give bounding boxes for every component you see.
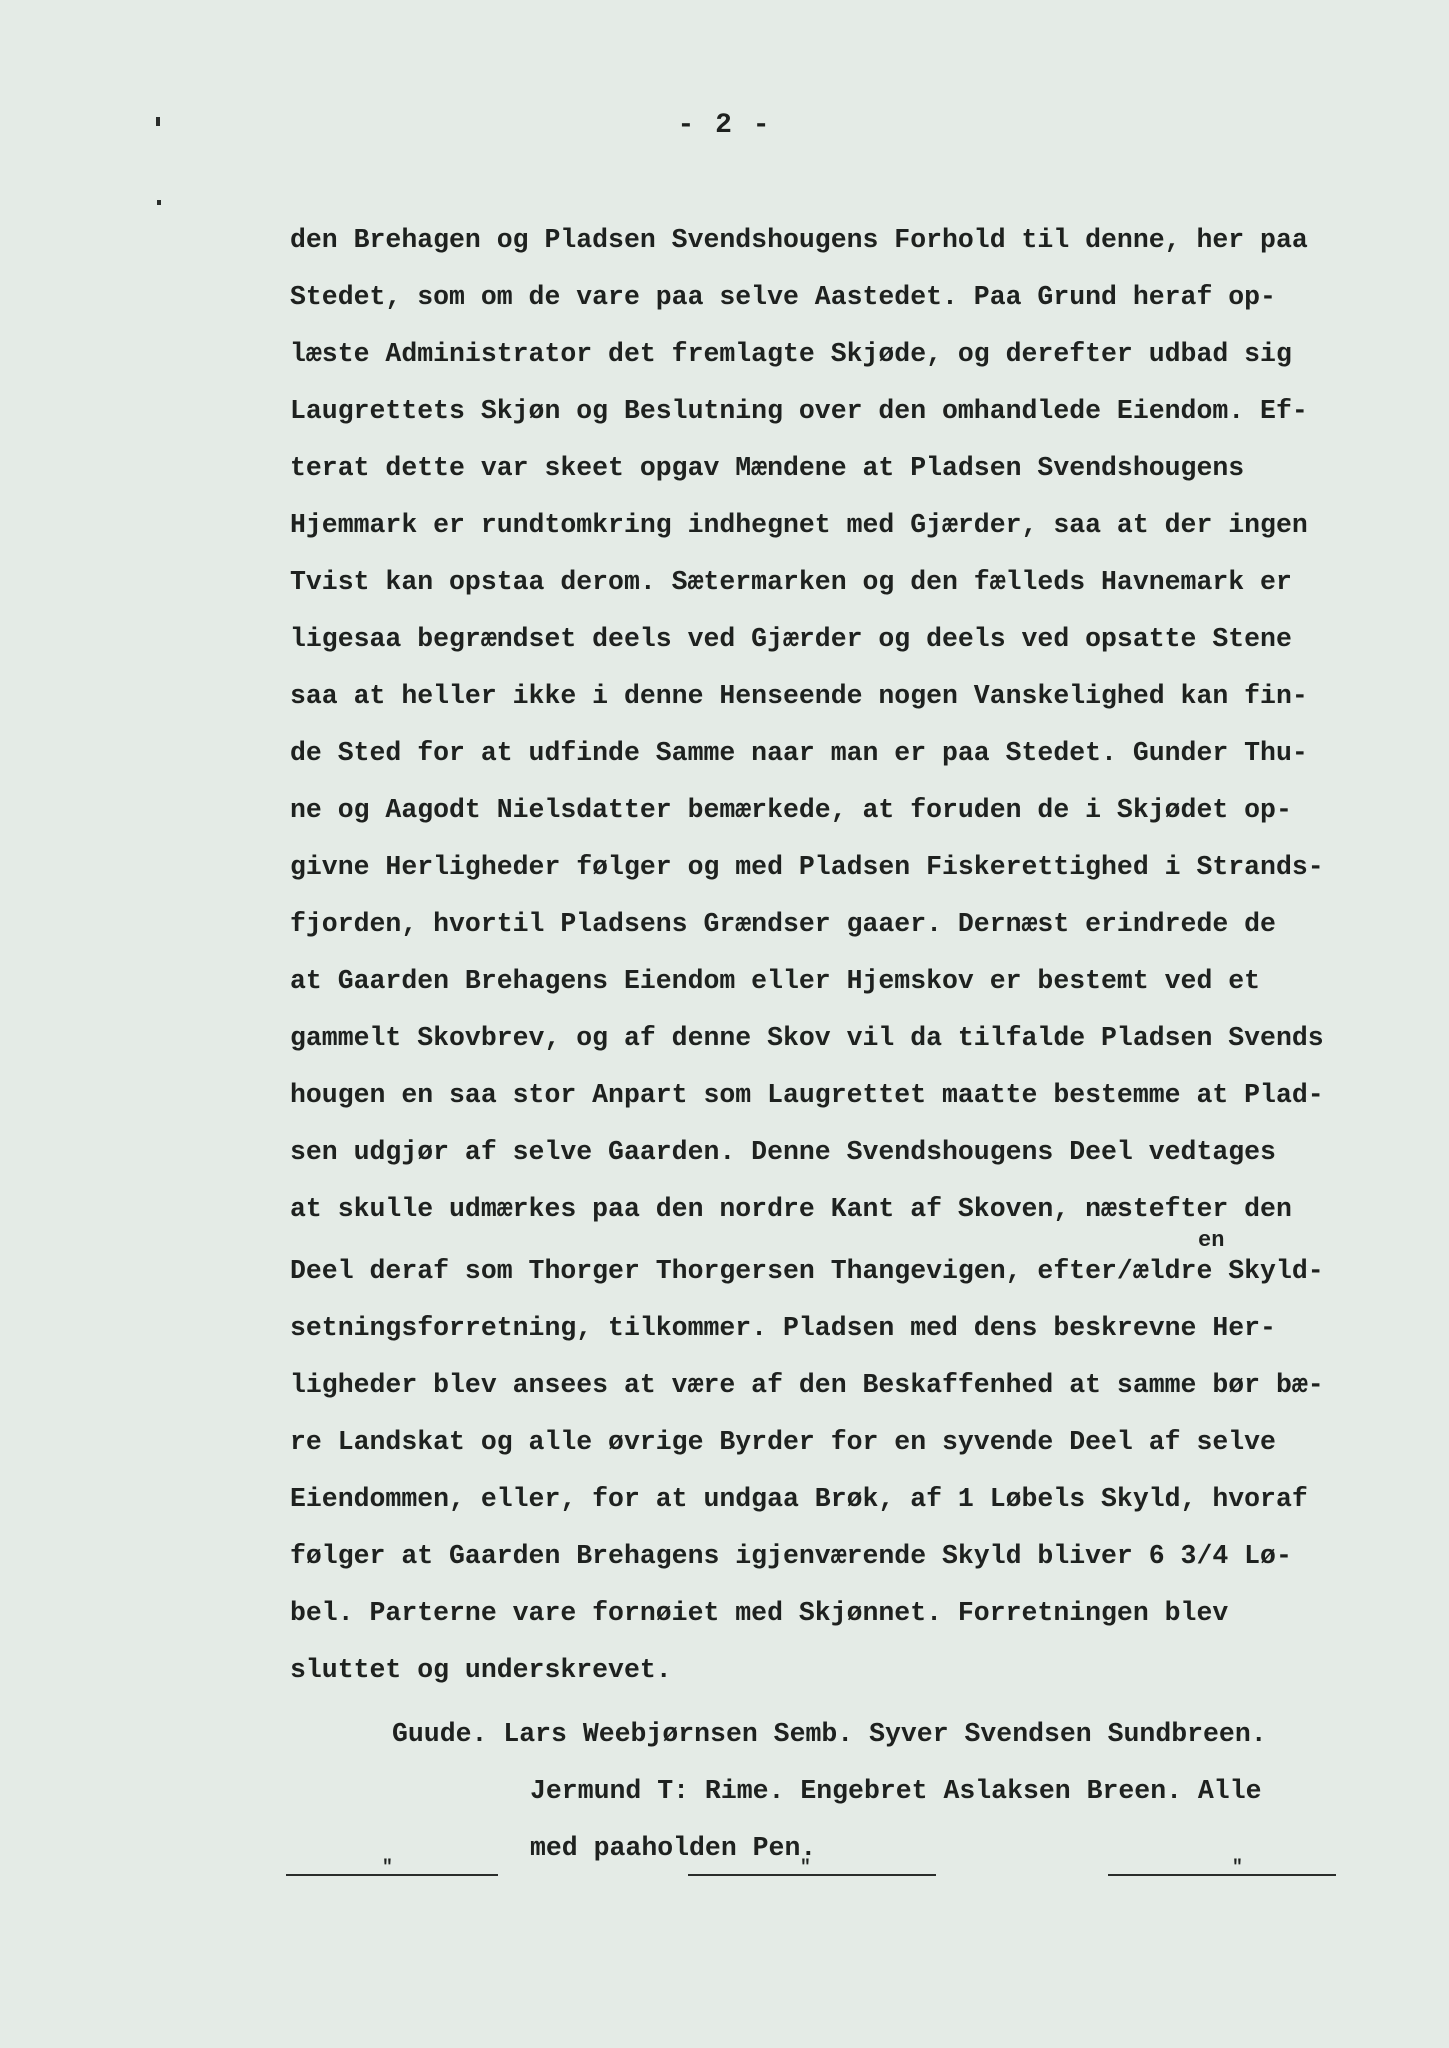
text-line: fjorden, hvortil Pladsens Grændser gaaer. Dernæst erindrede de [290,909,1276,939]
text-line: at Gaarden Brehagens Eiendom eller Hjemskov er bestemt ved et [290,966,1261,996]
ditto-mark: " [800,1858,811,1878]
margin-mark [157,200,161,205]
text-line: re Landskat og alle øvrige Byrder for en syvende Deel af selve [290,1427,1276,1457]
signature-line: Jermund T: Rime. Engebret Aslaksen Breen. Alle [530,1776,1262,1806]
text-line: ne og Aagodt Nielsdatter bemærkede, at foruden de i Skjødet op- [290,795,1292,825]
text-line: Hjemmark er rundtomkring indhegnet med Gjærder, saa at der ingen [290,510,1308,540]
text-line: sluttet og underskrevet. [290,1655,672,1685]
signature-line: med paaholden Pen. [530,1833,817,1863]
ditto-mark: " [382,1858,393,1878]
interlinear-insertion: en [1198,1228,1225,1253]
text-line: setningsforretning, tilkommer. Pladsen med dens beskrevne Her- [290,1313,1276,1343]
text-line: ligesaa begrændset deels ved Gjærder og deels ved opsatte Stene [290,624,1292,654]
text-line: givne Herligheder følger og med Pladsen Fiskerettighed i Strands- [290,852,1324,882]
text-line: gammelt Skovbrev, og af denne Skov vil da tilfalde Pladsen Svends [290,1023,1324,1053]
signature-line: Guude. Lars Weebjørnsen Semb. Syver Svendsen Sundbreen. [392,1719,1267,1749]
text-line: Tvist kan opstaa derom. Sætermarken og den fælleds Havnemark er [290,567,1292,597]
text-line: at skulle udmærkes paa den nordre Kant af Skoven, næstefter den [290,1194,1292,1224]
text-line: den Brehagen og Pladsen Svendshougens Forhold til denne, her paa [290,225,1308,255]
text-line: ligheder blev ansees at være af den Beskaffenhed at samme bør bæ- [290,1370,1324,1400]
text-line: sen udgjør af selve Gaarden. Denne Svendshougens Deel vedtages [290,1137,1276,1167]
text-line: Laugrettets Skjøn og Beslutning over den omhandlede Eiendom. Ef- [290,396,1308,426]
text-line: læste Administrator det fremlagte Skjøde, og derefter udbad sig [290,339,1292,369]
ditto-mark: " [1232,1858,1243,1878]
text-line: Deel deraf som Thorger Thorgersen Thangevigen, efter/ældre Skyld- [290,1256,1324,1286]
text-line: de Sted for at udfinde Samme naar man er paa Stedet. Gunder Thu- [290,738,1308,768]
text-line: bel. Parterne vare fornøiet med Skjønnet. Forretningen blev [290,1598,1229,1628]
page-number: - 2 - [677,110,772,141]
ditto-rule [688,1874,936,1876]
text-line: hougen en saa stor Anpart som Laugrettet maatte bestemme at Plad- [290,1080,1324,1110]
text-line: Stedet, som om de vare paa selve Aastedet. Paa Grund heraf op- [290,282,1276,312]
text-line: terat dette var skeet opgav Mændene at Pladsen Svendshougens [290,453,1245,483]
text-line: Eiendommen, eller, for at undgaa Brøk, af 1 Løbels Skyld, hvoraf [290,1484,1308,1514]
ditto-rule [1108,1874,1336,1876]
text-line: saa at heller ikke i denne Henseende nogen Vanskelighed kan fin- [290,681,1308,711]
text-line: følger at Gaarden Brehagens igjenværende Skyld bliver 6 3/4 Lø- [290,1541,1292,1571]
